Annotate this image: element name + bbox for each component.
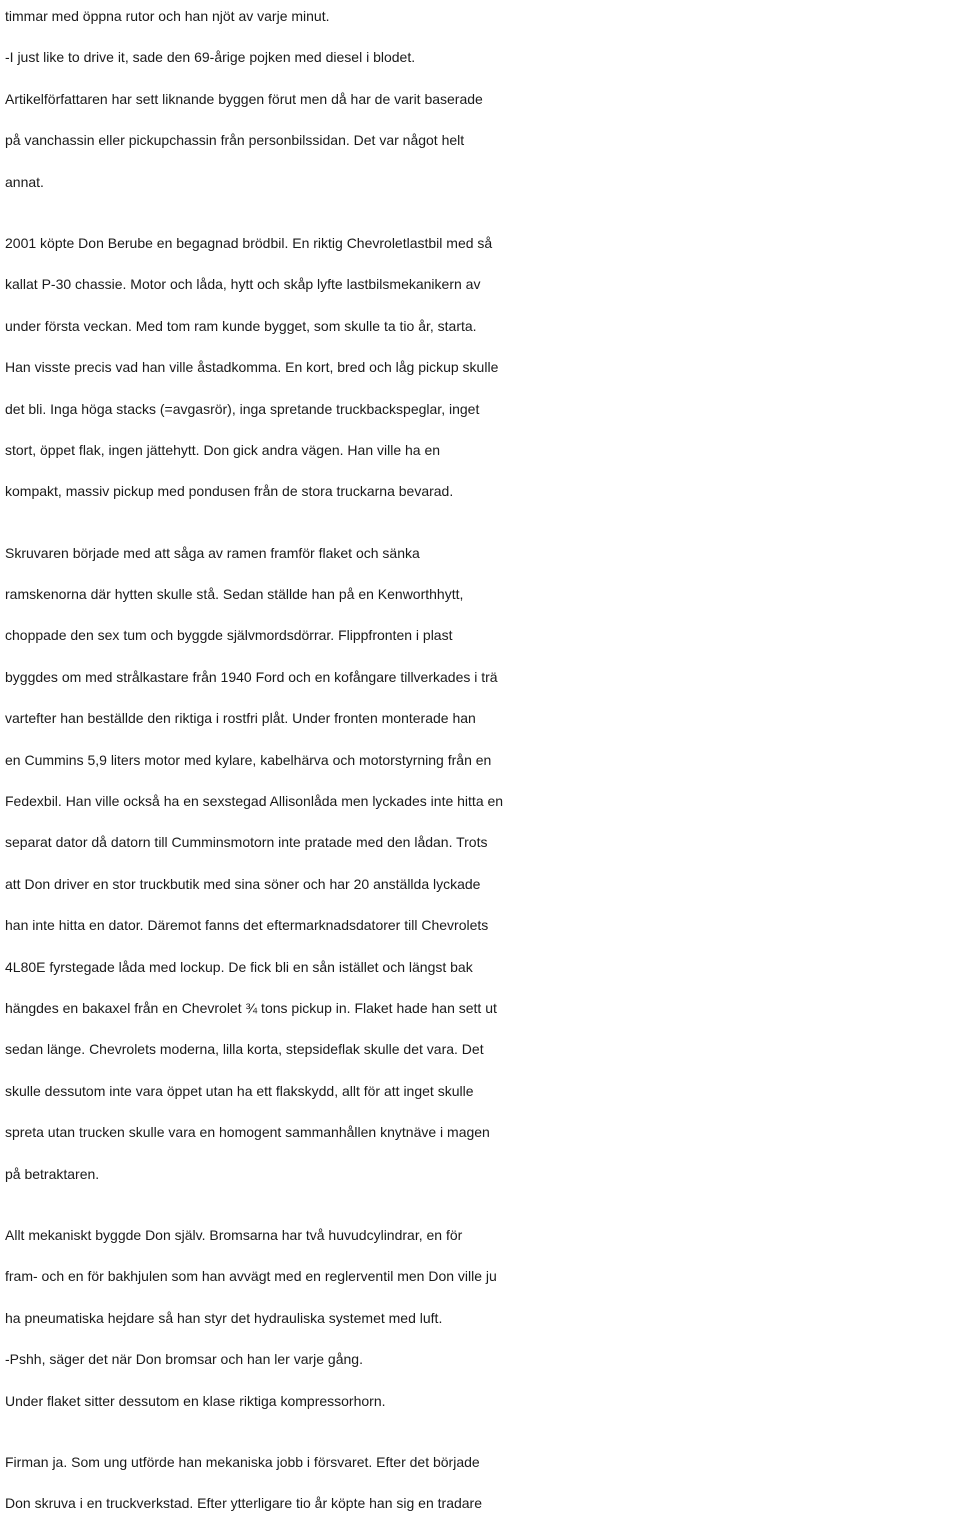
text-line: Skruvaren började med att såga av ramen framför flaket och sänka [5, 544, 420, 561]
paragraph-gap [5, 203, 960, 223]
text-line: -I just like to drive it, sade den 69-årige pojken med diesel i blodet. [5, 49, 416, 66]
text-line: kallat P-30 chassie. Motor och låda, hytt och skåp lyfte lastbilsmekanikern av [5, 276, 481, 293]
text-line: spreta utan trucken skulle vara en homogent sammanhållen knytnäve i magen [5, 1124, 490, 1141]
text-line: fram- och en för bakhjulen som han avvägt med en reglerventil men Don ville ju [5, 1268, 497, 1285]
text-line: han inte hitta en dator. Däremot fanns det eftermarknadsdatorer till Chevrolets [5, 917, 489, 934]
text-line: Under flaket sitter dessutom en klase riktiga kompressorhorn. [5, 1392, 386, 1409]
text-line: Artikelförfattaren har sett liknande byggen förut men då har de varit baserade [5, 90, 483, 107]
paragraph [5, 1442, 960, 1525]
text-line: separat dator då datorn till Cumminsmotorn inte pratade med den lådan. Trots [5, 834, 488, 851]
text-line: Fedexbil. Han ville också ha en sexstegad Allisonlåda men lyckades inte hitta en [5, 793, 504, 810]
text-line: ha pneumatiska hejdare så han styr det hydrauliska systemet med luft. [5, 1309, 443, 1326]
paragraph-gap [5, 513, 960, 533]
text-line: Firman ja. Som ung utförde han mekaniska jobb i försvaret. Efter det började [5, 1453, 480, 1470]
text-line: 2001 köpte Don Berube en begagnad brödbil. En riktig Chevroletlastbil med så [5, 234, 493, 251]
text-line: det bli. Inga höga stacks (=avgasrör), inga spretande truckbackspeglar, inget [5, 400, 480, 417]
paragraph [5, 1215, 960, 1422]
text-line: Allt mekaniskt byggde Don själv. Bromsarna har två huvudcylindrar, en för [5, 1226, 463, 1243]
paragraph-gap [5, 1195, 960, 1215]
paragraph [5, 223, 960, 513]
text-line: kompakt, massiv pickup med pondusen från de stora truckarna bevarad. [5, 483, 454, 500]
text-line: hängdes en bakaxel från en Chevrolet ¾ tons pickup in. Flaket hade han sett ut [5, 999, 497, 1016]
text-line: -Pshh, säger det när Don bromsar och han ler varje gång. [5, 1351, 363, 1368]
text-line: byggdes om med strålkastare från 1940 Ford och en kofångare tillverkades i trä [5, 668, 498, 685]
text-line: vartefter han beställde den riktiga i rostfri plåt. Under fronten monterade han [5, 710, 476, 727]
text-line: annat. [5, 173, 44, 190]
text-line: på betraktaren. [5, 1165, 100, 1182]
text-line: under första veckan. Med tom ram kunde bygget, som skulle ta tio år, starta. [5, 317, 477, 334]
text-line: timmar med öppna rutor och han njöt av varje minut. [5, 8, 330, 24]
text-line: att Don driver en stor truckbutik med sina söner och har 20 anställda lyckade [5, 875, 481, 892]
text-line: stort, öppet flak, ingen jättehytt. Don gick andra vägen. Han ville ha en [5, 441, 441, 458]
text-line: sedan länge. Chevrolets moderna, lilla korta, stepsideflak skulle det vara. Det [5, 1041, 484, 1058]
paragraph-gap [5, 1422, 960, 1442]
text-line: på vanchassin eller pickupchassin från personbilssidan. Det var något helt [5, 132, 465, 149]
text-line: ramskenorna där hytten skulle stå. Sedan ställde han på en Kenworthhytt, [5, 586, 464, 603]
text-line: Han visste precis vad han ville åstadkomma. En kort, bred och låg pickup skulle [5, 359, 499, 376]
text-line: 4L80E fyrstegade låda med lockup. De fick bli en sån istället och längst bak [5, 958, 473, 975]
paragraph [5, 533, 960, 1195]
text-line: Don skruva i en truckverkstad. Efter ytterligare tio år köpte han sig en tradare [5, 1495, 483, 1512]
document-page [5, 0, 960, 1525]
paragraph [5, 0, 960, 203]
text-line: skulle dessutom inte vara öppet utan ha ett flakskydd, allt för att inget skulle [5, 1082, 474, 1099]
text-line: en Cummins 5,9 liters motor med kylare, kabelhärva och motorstyrning från en [5, 751, 492, 768]
text-line: choppade den sex tum och byggde självmordsdörrar. Flippfronten i plast [5, 627, 453, 644]
